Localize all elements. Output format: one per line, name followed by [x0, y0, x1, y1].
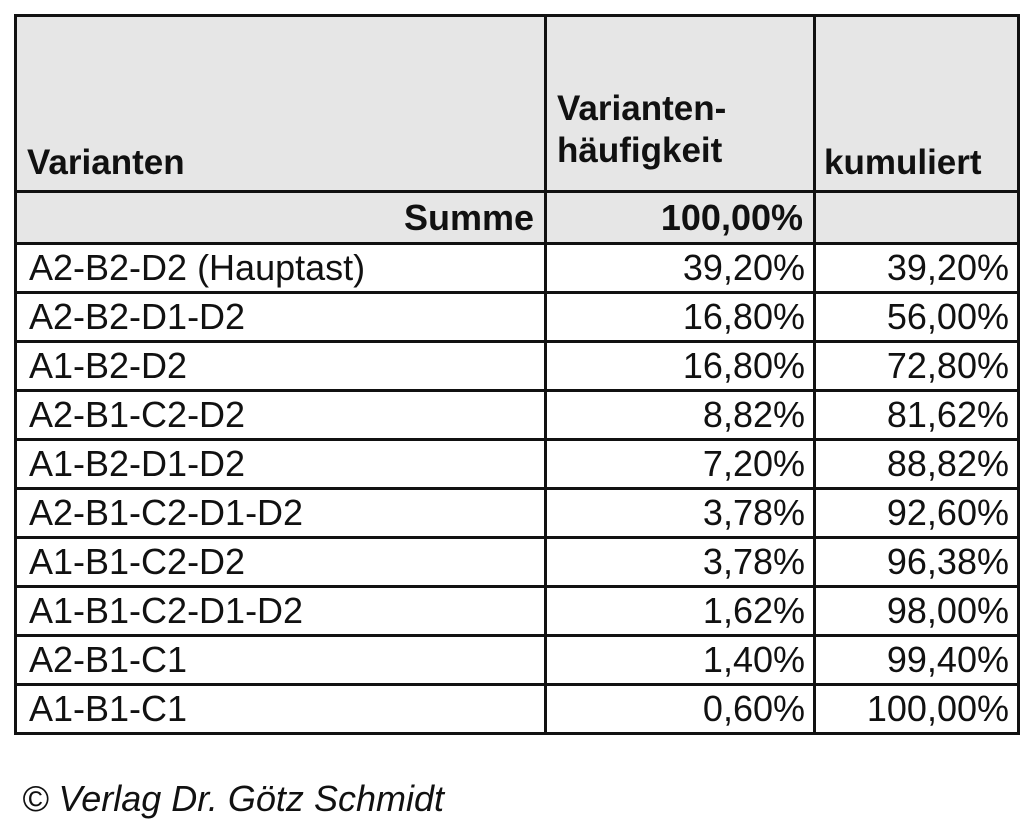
variant-cell: A2-B2-D2 (Hauptast) [16, 244, 546, 293]
cumulative-cell: 96,38% [815, 538, 1019, 587]
variant-cell: A1-B2-D1-D2 [16, 440, 546, 489]
cumulative-cell: 100,00% [815, 685, 1019, 734]
sum-cumulative [815, 192, 1019, 244]
column-header-variant: Varianten [16, 16, 546, 192]
variant-cell: A1-B2-D2 [16, 342, 546, 391]
variant-cell: A2-B1-C2-D2 [16, 391, 546, 440]
variant-cell: A1-B1-C2-D2 [16, 538, 546, 587]
sum-label: Summe [16, 192, 546, 244]
table-row [16, 636, 1019, 685]
cumulative-cell: 98,00% [815, 587, 1019, 636]
frequency-cell: 7,20% [546, 440, 815, 489]
frequency-cell: 3,78% [546, 538, 815, 587]
cumulative-cell: 92,60% [815, 489, 1019, 538]
variant-cell: A2-B1-C1 [16, 636, 546, 685]
cumulative-cell: 56,00% [815, 293, 1019, 342]
frequency-cell: 1,40% [546, 636, 815, 685]
table-row [16, 391, 1019, 440]
variant-cell: A1-B1-C2-D1-D2 [16, 587, 546, 636]
frequency-cell: 3,78% [546, 489, 815, 538]
frequency-cell: 16,80% [546, 342, 815, 391]
column-header-frequency-line1: Varianten- [557, 89, 727, 128]
column-header-cumulative: kumuliert [815, 16, 1019, 192]
frequency-cell: 16,80% [546, 293, 815, 342]
frequency-cell: 1,62% [546, 587, 815, 636]
table-row [16, 587, 1019, 636]
cumulative-cell: 72,80% [815, 342, 1019, 391]
variant-cell: A2-B2-D1-D2 [16, 293, 546, 342]
table-row [16, 685, 1019, 734]
variant-cell: A2-B1-C2-D1-D2 [16, 489, 546, 538]
cumulative-cell: 81,62% [815, 391, 1019, 440]
table-row [16, 342, 1019, 391]
sum-frequency: 100,00% [546, 192, 815, 244]
variants-table [14, 14, 1020, 735]
variant-cell: A1-B1-C1 [16, 685, 546, 734]
column-header-frequency [546, 16, 815, 192]
column-header-frequency-line2: häufigkeit [557, 131, 723, 170]
copyright-notice: © Verlag Dr. Götz Schmidt [22, 778, 444, 819]
table-row [16, 489, 1019, 538]
table-row [16, 538, 1019, 587]
sum-row [16, 192, 1019, 244]
table-row [16, 440, 1019, 489]
frequency-cell: 39,20% [546, 244, 815, 293]
frequency-cell: 8,82% [546, 391, 815, 440]
table-row [16, 293, 1019, 342]
cumulative-cell: 99,40% [815, 636, 1019, 685]
table-header-row [16, 16, 1019, 192]
cumulative-cell: 39,20% [815, 244, 1019, 293]
frequency-cell: 0,60% [546, 685, 815, 734]
cumulative-cell: 88,82% [815, 440, 1019, 489]
table-row [16, 244, 1019, 293]
